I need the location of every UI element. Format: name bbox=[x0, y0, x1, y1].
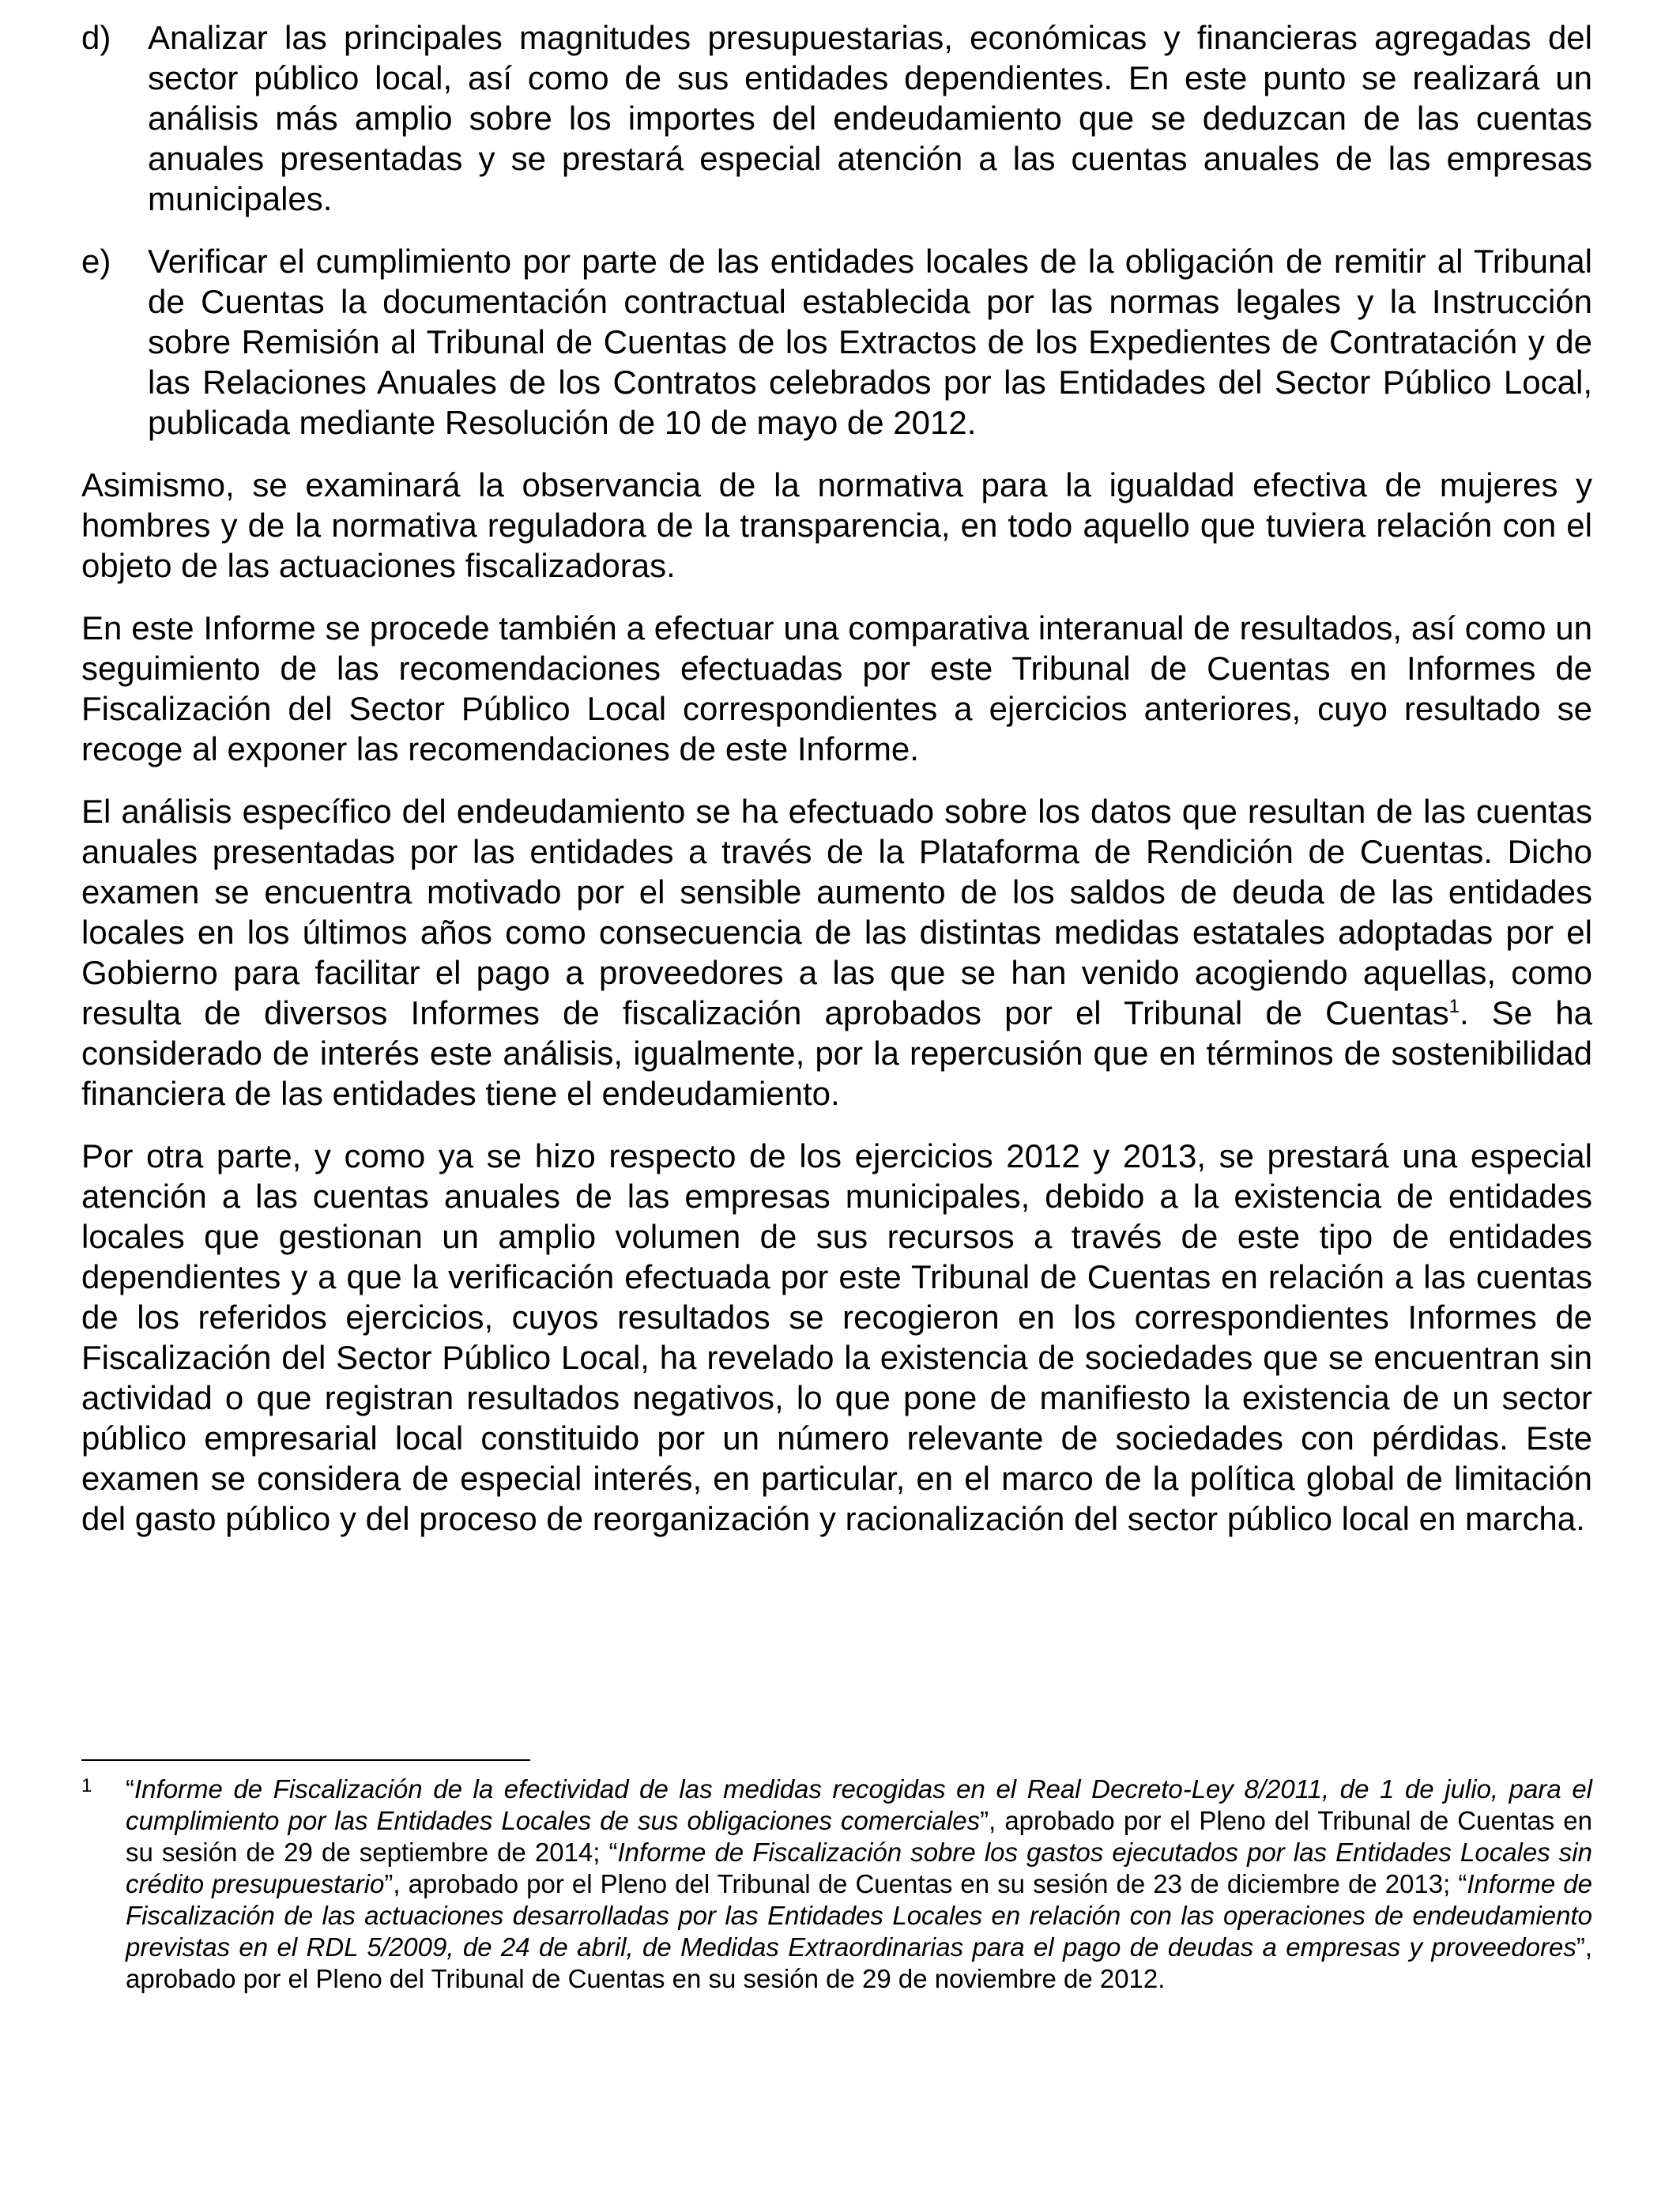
footnote-text-segment: ”, aprobado por el Pleno del Tribunal de Cuentas en su sesión de 29 de noviembre de 2012. bbox=[126, 1932, 1592, 1993]
list-marker: e) bbox=[81, 243, 111, 280]
footnote-quote: “ bbox=[126, 1774, 134, 1804]
paragraph-interannual-comparison: En este Informe se procede también a efectuar una comparativa interanual de resultados, así como un seguimiento de las recomendaciones efectuadas por este Tribunal de Cuentas en Informes de Fiscalización del Sector Público Local correspondientes a ejercicios anteriores, cuyo resultado se recoge al exponer las recomendaciones de este Informe. bbox=[81, 609, 1592, 767]
list-marker: d) bbox=[81, 19, 111, 56]
footnote-text bbox=[81, 1774, 1592, 1995]
document-body bbox=[81, 17, 1592, 1561]
footnote-text-segment: ”, aprobado por el Pleno del Tribunal de Cuentas en su sesión de 29 de septiembre de 2014; “ bbox=[126, 1806, 1593, 1867]
footnote-report-title: Informe de Fiscalización sobre los gastos ejecutados por las Entidades Locales sin crédito presupuestario bbox=[126, 1838, 1592, 1898]
footnote-text-segment: ”, aprobado por el Pleno del Tribunal de Cuentas en su sesión de 23 de diciembre de 2013; “ bbox=[384, 1869, 1467, 1898]
footnote-separator bbox=[81, 1759, 530, 1761]
paragraph-municipal-companies: Por otra parte, y como ya se hizo respecto de los ejercicios 2012 y 2013, se prestará una especial atención a las cuentas anuales de las empresas municipales, debido a la existencia de entidades locales que gestionan un amplio volumen de sus recursos a través de este tipo de entidades dependientes y a que la verificación efectuada por este Tribunal de Cuentas en relación a las cuentas de los referidos ejercicios, cuyos resultados se recogieron en los correspondientes Informes de Fiscalización del Sector Público Local, ha revelado la existencia de sociedades que se encuentran sin actividad o que registran resultados negativos, lo que pone de manifiesto la existencia de un sector público empresarial local constituido por un número relevante de sociedades con pérdidas. Este examen se considera de especial interés, en particular, en el marco de la política global de limitación del gasto público y del proceso de reorganización y racionalización del sector público local en marcha. bbox=[81, 1137, 1592, 1537]
list-item-text: Analizar las principales magnitudes presupuestarias, económicas y financieras agregadas del sector público local, así como de sus entidades dependientes. En este punto se realizará un análisis más amplio sobre los importes del endeudamiento que se deduzcan de las cuentas anuales presentadas y se prestará especial atención a las cuentas anuales de las empresas municipales. bbox=[148, 19, 1592, 217]
list-item-e bbox=[81, 241, 1592, 443]
paragraph-text: El análisis específico del endeudamiento se ha efectuado sobre los datos que resultan de las cuentas anuales presentadas por las entidades a través de la Plataforma de Rendición de Cuentas. Dicho examen se encuentra motivado por el sensible aumento de los saldos de deuda de las entidades locales en los últimos años como consecuencia de las distintas medidas estatales adoptadas por el Gobierno para facilitar el pago a proveedores a las que se han venido acogiendo aquellas, como resulta de diversos Informes de fiscalización aprobados por el Tribunal de Cuentas bbox=[81, 793, 1592, 1031]
paragraph-equality-transparency: Asimismo, se examinará la observancia de la normativa para la igualdad efectiva de mujeres y hombres y de la normativa reguladora de la transparencia, en todo aquello que tuviera relación con el objeto de las actuaciones fiscalizadoras. bbox=[81, 466, 1592, 584]
footnote-report-title: Informe de Fiscalización de las actuaciones desarrolladas por las Entidades Locales en relación con las operaciones de endeudamiento previstas en el RDL 5/2009, de 24 de abril, de Medidas Extraordinarias para el pago de deudas a empresas y proveedores bbox=[126, 1869, 1592, 1962]
paragraph-text: . Se ha considerado de interés este análisis, igualmente, por la repercusión que en términos de sostenibilidad financiera de las entidades tiene el endeudamiento. bbox=[81, 994, 1592, 1112]
footnote-reference[interactable]: 1 bbox=[1448, 996, 1460, 1017]
list-item-d bbox=[81, 17, 1592, 219]
paragraph-debt-analysis bbox=[81, 791, 1592, 1114]
footnote-report-title: Informe de Fiscalización de la efectividad de las medidas recogidas en el Real Decreto-Ley 8/2011, de 1 de julio, para el cumplimiento por las Entidades Locales de sus obligaciones comerciales bbox=[126, 1774, 1592, 1835]
footnote bbox=[81, 1774, 1592, 1995]
list-item-text: Verificar el cumplimiento por parte de las entidades locales de la obligación de remitir al Tribunal de Cuentas la documentación contractual establecida por las normas legales y la Instrucción sobre Remisión al Tribunal de Cuentas de los Extractos de los Expedientes de Contratación y de las Relaciones Anuales de los Contratos celebrados por las Entidades del Sector Público Local, publicada mediante Resolución de 10 de mayo de 2012. bbox=[148, 243, 1592, 441]
footnote-number: 1 bbox=[81, 1775, 92, 1796]
